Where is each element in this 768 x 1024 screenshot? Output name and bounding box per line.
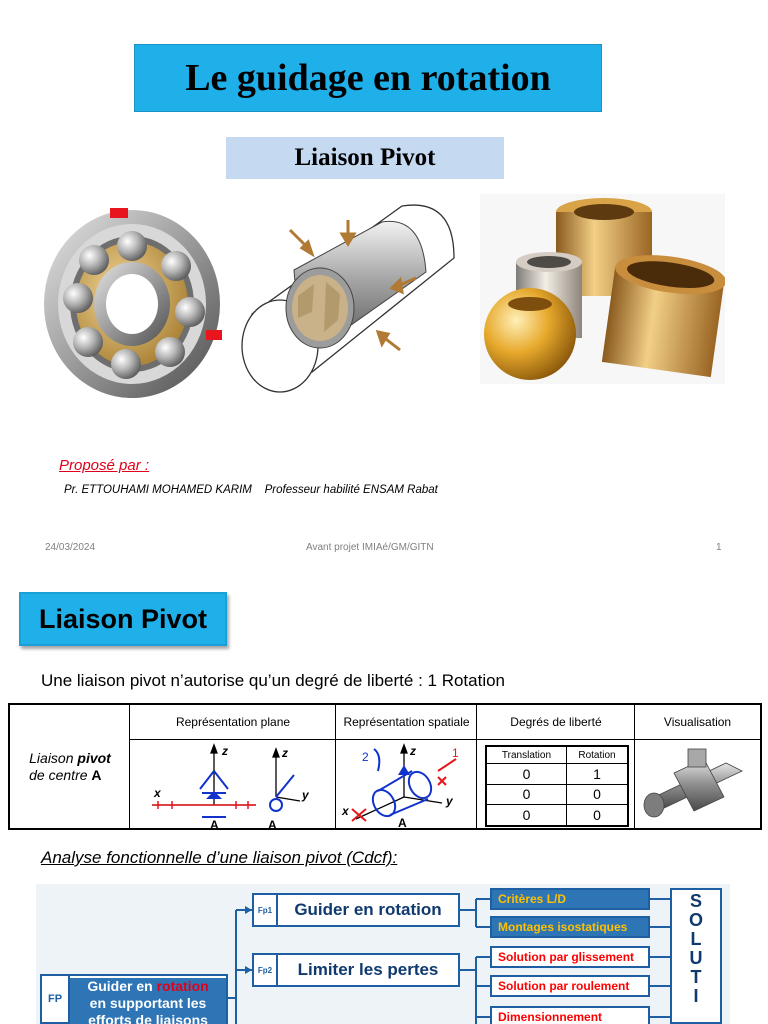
spatial-1-label: 1 <box>452 746 459 760</box>
header-spatial: Représentation spatiale <box>343 715 470 730</box>
dof-cell: 1 <box>566 764 627 785</box>
solution-box-ld: Critères L/D <box>490 888 650 910</box>
header-visualisation: Visualisation <box>663 715 732 730</box>
slide-2-title: Liaison Pivot <box>19 592 227 646</box>
ball-bearing-image <box>40 200 230 400</box>
row-label-center: A <box>91 766 102 783</box>
fp1-code: Fp1 <box>254 895 278 925</box>
plain-bushing-image <box>232 192 460 404</box>
cdcf-title: Analyse fonctionnelle d’une liaison pivot (Cdcf): <box>41 848 398 867</box>
dof-cell: 0 <box>566 805 627 826</box>
slide-title: Le guidage en rotation <box>134 44 602 112</box>
plane-x1-label: x <box>154 786 161 800</box>
dof-cell: 0 <box>487 784 567 805</box>
intro-sentence: Une liaison pivot n’autorise qu’un degré de liberté : 1 Rotation <box>41 671 506 690</box>
fp-line1-pre: Guider en <box>87 978 157 994</box>
fp2-label: Limiter les pertes <box>297 960 439 979</box>
row-label <box>10 705 130 828</box>
spatial-2-label: 2 <box>362 750 369 764</box>
footer-center: Avant projet IMIAé/GM/GITN <box>306 542 434 553</box>
plane-a1-label: A <box>210 818 219 829</box>
footer-date: 24/03/2024 <box>45 542 96 553</box>
solutions-letter: O <box>688 910 703 930</box>
spatial-a-label: A <box>398 816 407 829</box>
dof-cell: 0 <box>487 805 567 826</box>
fp-text <box>70 978 226 1024</box>
slide-subtitle: Liaison Pivot <box>226 137 504 179</box>
row-label-pre: Liaison <box>29 750 78 767</box>
plane-y2-label: y <box>302 788 309 802</box>
pivot-visualisation-image <box>638 743 758 827</box>
solutions-letter: U <box>689 948 703 968</box>
solutions-letter: S <box>689 891 702 911</box>
solution-box-sliding: Solution par glissement <box>490 946 650 968</box>
solution-box-isostatic: Montages isostatiques <box>490 916 650 938</box>
proposed-by-label: Proposé par : <box>59 457 150 474</box>
fp2-function-box <box>252 953 460 987</box>
author-line: Pr. ETTOUHAMI MOHAMED KARIM Professeur habilité ENSAM Rabat <box>64 484 438 496</box>
dof-cell: 0 <box>566 784 627 805</box>
functional-analysis-diagram <box>36 884 730 1024</box>
spatial-z-label: z <box>410 744 416 758</box>
dof-header-rotation: Rotation <box>566 747 627 764</box>
plane-a2-label: A <box>268 818 277 829</box>
spatial-x-label: x <box>342 804 349 818</box>
fp2-code: Fp2 <box>254 955 278 985</box>
fp-line3: efforts de liaisons <box>88 1012 208 1024</box>
spatial-representation-diagram <box>338 741 476 829</box>
row-label-bold: pivot <box>77 750 111 767</box>
solutions-letter: I <box>693 986 699 1006</box>
slide-2 <box>0 572 768 1024</box>
header-dof: Degrés de liberté <box>510 715 602 730</box>
fp-line2: en supportant les <box>89 995 207 1011</box>
solutions-vertical-box <box>670 888 722 1024</box>
bronze-bushings-image <box>480 194 725 384</box>
solution-box-sizing: Dimensionnement <box>490 1006 650 1024</box>
row-label-line2: de centre <box>29 766 92 783</box>
solutions-letter: T <box>690 967 702 987</box>
plane-z1-label: z <box>222 744 228 758</box>
fp-code: FP <box>42 976 70 1022</box>
fp1-label: Guider en rotation <box>294 900 442 919</box>
dof-table <box>485 745 629 827</box>
dof-cell: 0 <box>487 764 567 785</box>
pivot-link-table <box>8 703 762 830</box>
fp1-function-box <box>252 893 460 927</box>
footer-page-number: 1 <box>716 542 722 553</box>
header-plane: Représentation plane <box>175 715 291 730</box>
plane-z2-label: z <box>282 746 288 760</box>
plane-representation-diagram <box>132 741 334 829</box>
dof-header-translation: Translation <box>487 747 567 764</box>
solutions-letter: L <box>690 929 702 949</box>
table-header-row <box>130 705 760 740</box>
fp-main-function-box <box>40 974 228 1024</box>
solution-box-rolling: Solution par roulement <box>490 975 650 997</box>
spatial-y-label: y <box>446 794 453 808</box>
fp-line1-highlight: rotation <box>156 978 209 994</box>
